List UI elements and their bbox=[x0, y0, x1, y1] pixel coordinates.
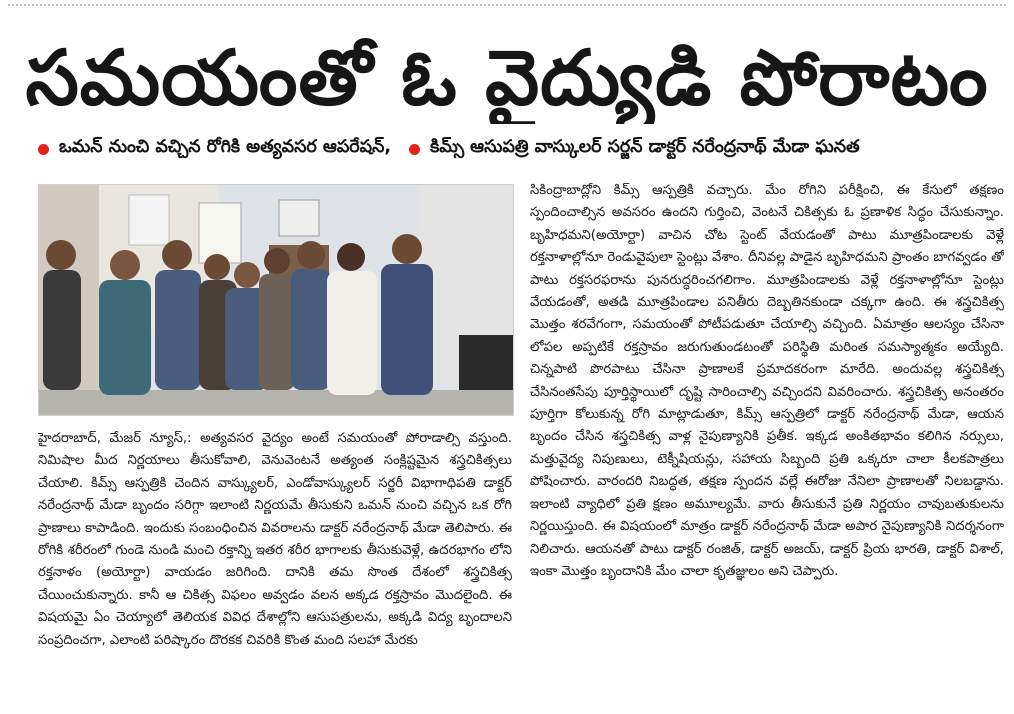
doctors-group-photo bbox=[38, 184, 514, 416]
subheading-2 bbox=[409, 137, 860, 161]
photo-illustration bbox=[39, 185, 513, 415]
subheading-1 bbox=[38, 137, 391, 161]
article-left-column bbox=[38, 428, 512, 708]
headline: సమయంతో ఓ వైద్యుడి పోరాటం bbox=[25, 33, 989, 122]
article-right-column bbox=[530, 180, 1004, 708]
red-bullet-icon bbox=[409, 144, 420, 155]
subheading-2-text: కిమ్స్ ఆసుపత్రి వాస్కులర్ సర్జన్ డాక్టర్ నరేంద్రనాథ్ మేడా ఘనత bbox=[430, 137, 860, 157]
subheading-row bbox=[38, 132, 1004, 166]
subheading-1-text: ఒమన్ నుంచి వచ్చిన రోగికి అత్యవసర ఆపరేషన్, bbox=[59, 137, 392, 157]
top-divider bbox=[8, 4, 1006, 6]
red-bullet-icon bbox=[38, 144, 49, 155]
article-left-text: హైదరాబాద్, మేజర్ న్యూస్,: అత్యవసర వైద్యం అంటే సమయంతో పోరాడాల్సి వస్తుంది. నిమిషాల మీద నిర్ణయాలు తీసుకోవాలి, వెనువెంటనే అత్యంత సంక్లిష్టమైన శస్త్రచికిత్సలు చేయాలి. కిమ్స్ ఆస్పత్రికి చెందిన వాస్క్యులర్, ఎండోవాస్క్యులర్ సర్జరీ విభాగాధిపతి డాక్టర్ నరేంద్రనాథ్ మేడా బృందం సరిగ్గా ఇలాంటి నిర్ణయమే తీసుకుని ఒమన్ నుంచి వచ్చిన ఒక రోగి ప్రాణాలు కాపాడింది. ఇందుకు సంబంధించిన వివరాలను డాక్టర్ నరేంద్రనాథ్ మేడా తెలిపారు. ఈ రోగికి శరీరంలో గుండె నుండి మంచి రక్తాన్ని ఇతర శరీర భాగాలకు తీసుకువెళ్లే, ఉదరభాగం లోని రక్తనాళం (అయోర్టా) వాయడం జరిగింది. దానికి తమ సొంత దేశంలో శస్త్రచికిత్స చేయించుకున్నారు. కానీ ఆ చికిత్స విఫలం అవ్వడం వలన అక్కడ రక్తస్రావం మొదలైంది. ఈ విషయమై ఏం చెయ్యాలో తెలియక వివిధ దేశాల్లోని ఆసుపత్రులను, అక్కడి విద్య బృందాలని సంప్రదించగా, ఎలాంటి పరిష్కారం దొరకక చివరికి కొంత మంది సలహా మేరకు bbox=[38, 431, 512, 648]
article-right-text: సికింద్రాబాద్లోని కిమ్స్ ఆస్పత్రికి వచ్చారు. మేం రోగిని పరీక్షించి, ఈ కేసులో తక్షణం స్పందించాల్సిన అవసరం ఉందని గుర్తించి, వెంటనే చికిత్సకు ఓ ప్రణాళిక సిద్ధం చేసుకున్నాం. బృహిధమని(అయోర్టా) వాచిన చోట స్టెంట్ వేయడంతో పాటు మూత్రపిండాలకు వెళ్లే రక్తనాళాల్లోనూ రెండువైపులా స్టెంట్లు వేశాం. దీనివల్ల పాడైన బృహిధమని ప్రాంతం బాగవ్వడం తో పాటు రక్తసరఫరాను పునరుద్ధరించగలిగాం. మూత్రపిండాలకు వెళ్లే రక్తనాళాల్లోనూ స్టెంట్లు వేయడంతో, అతడి మూత్రపిండాల పనితీరు దెబ్బతినకుండా చక్కగా ఉంది. ఈ శస్త్రచికిత్స మొత్తం శరవేగంగా, సమయంతో పోటీపడుతూ చేయాల్సి వచ్చింది. ఏమాత్రం ఆలస్యం చేసినా లోపల అప్పటికే రక్తస్రావం జరుగుతుండటంతో పరిస్థితి మరింత సమస్యాత్మకం అయ్యేది. చిన్నపాటి పొరపాటు చేసినా ప్రాణాలకే ప్రమాదకరంగా మారేది. అందువల్ల శస్త్రచికిత్స చేసినంతసేపు పూర్తిస్థాయిలో దృష్టి సారించాల్సి వచ్చిందని వివరించారు. శస్త్రచికిత్స అనంతరం పూర్తిగా కోలుకున్న రోగి మాట్లాడుతూ, కిమ్స్ ఆస్పత్రిలో డాక్టర్ నరేంద్రనాథ్ మేడా, ఆయన బృందం చేసిన శస్త్రచికిత్స వాళ్ల నైపుణ్యానికి ప్రతీక. ఇక్కడ అంకితభావం కలిగిన నర్సులు, మత్తువైద్య నిపుణులు, టెక్నీషియన్లు, సహాయ సిబ్బంది ప్రతి ఒక్కరూ చాలా కీలకపాత్రలు పోషించారు. వారందరి నిబద్ధత, తక్షణ స్పందన వల్లే ఈరోజు నేనిలా ప్రాణాలతో నిలబడ్డాను. ఇలాంటి వ్యాధిలో ప్రతి క్షణం అమూల్యమే. వారు తీసుకునే ప్రతి నిర్ణయం చావుబతుకులను నిర్ణయిస్తుంది. ఈ విషయంలో మాత్రం డాక్టర్ నరేంద్రనాథ్ మేడా అపార నైపుణ్యానికి నిదర్శనంగా నిలిచారు. ఆయనతో పాటు డాక్టర్ రంజిత్, డాక్టర్ అజయ్, డాక్టర్ ప్రియ భారతి, డాక్టర్ విశాల్, ఇంకా మొత్తం బృందానికి మేం చాలా కృతజ్ఞులం అని చెప్పారు. bbox=[530, 183, 1004, 579]
